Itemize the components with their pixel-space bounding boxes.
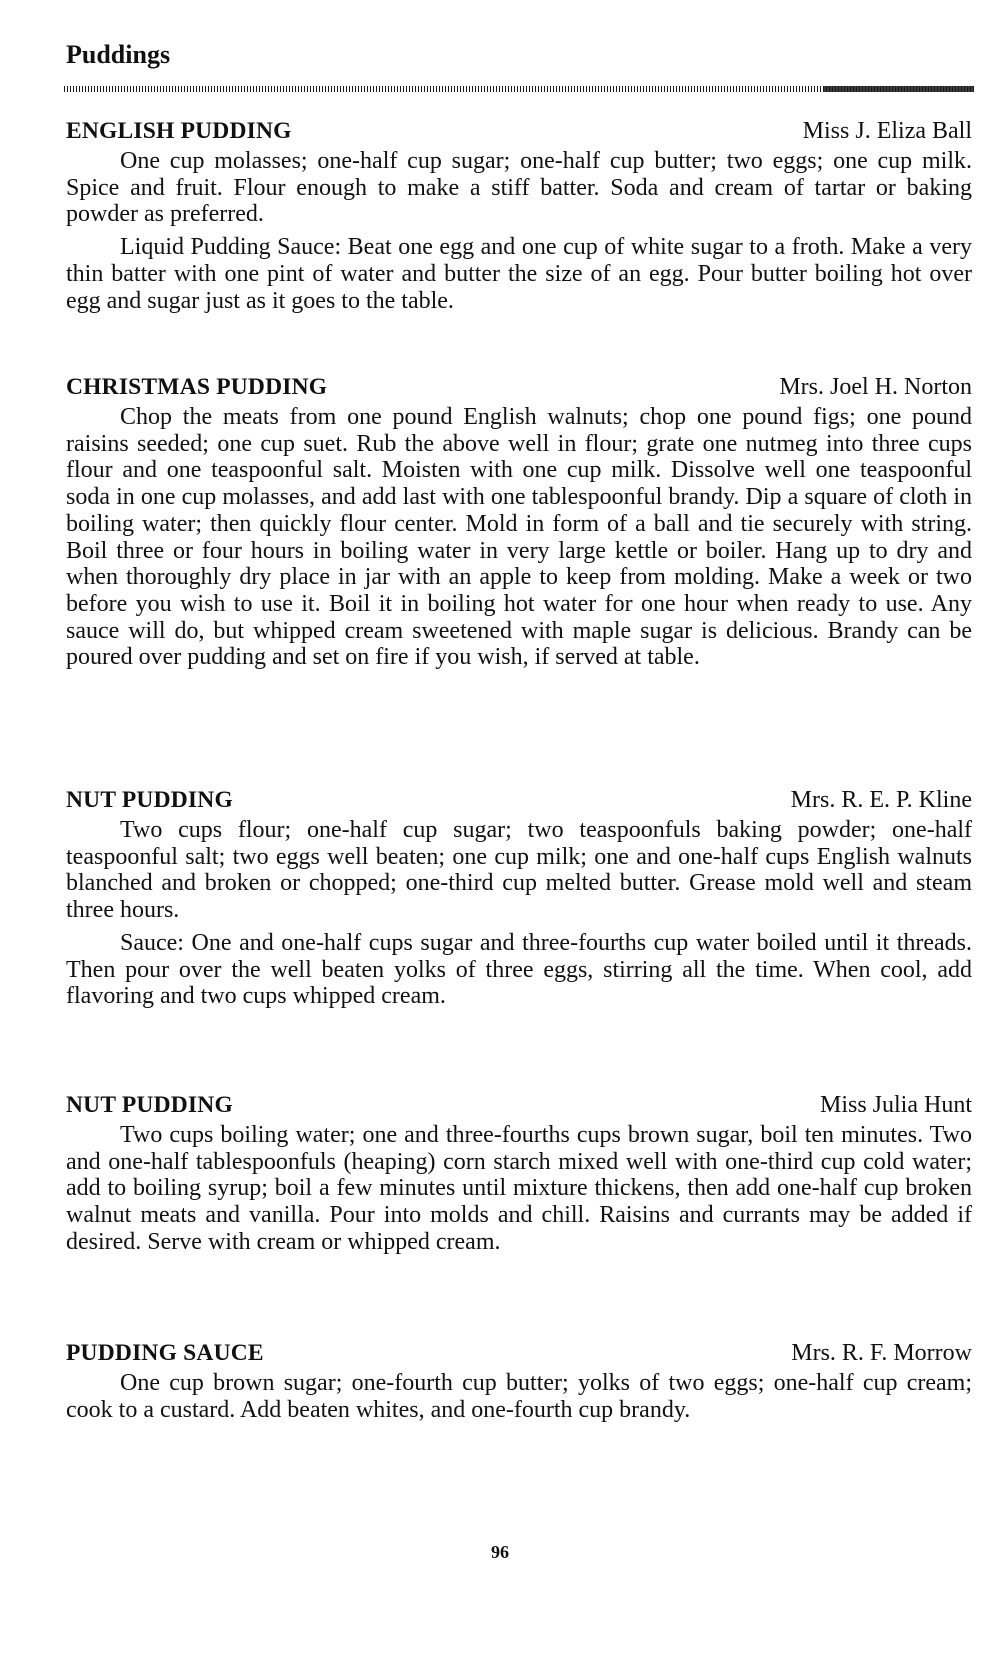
recipe-title: PUDDING SAUCE <box>66 1340 264 1366</box>
recipe-title: NUT PUDDING <box>66 787 233 813</box>
recipe-title: NUT PUDDING <box>66 1092 233 1118</box>
recipe-pudding-sauce <box>66 1340 972 1423</box>
recipe-title: CHRISTMAS PUDDING <box>66 374 328 400</box>
recipe-paragraph: One cup molasses; one-half cup sugar; one-half cup butter; two eggs; one cup milk. Spice and fruit. Flour enough to make a stiff batter. Soda and cream of tartar or baking powder as preferred. <box>66 148 972 228</box>
recipe-nut-pudding-hunt <box>66 1092 972 1256</box>
recipe-header <box>66 1340 972 1370</box>
recipe-paragraph: Two cups boiling water; one and three-fourths cups brown sugar, boil ten minutes. Two and one-half tablespoonfuls (heaping) corn starch mixed well with one-third cup cold water; add to boiling syrup; boil a few minutes until mixture thickens, then add one-half cup broken walnut meats and vanilla. Pour into molds and chill. Raisins and currants may be added if desired. Serve with cream or whipped cream. <box>66 1122 972 1255</box>
recipe-paragraph: Liquid Pudding Sauce: Beat one egg and one cup of white sugar to a froth. Make a very thin batter with one pint of water and butter the size of an egg. Pour butter boiling hot over egg and sugar just as it goes to the table. <box>66 234 972 314</box>
recipe-header <box>66 118 972 148</box>
recipe-english-pudding <box>66 118 972 314</box>
header-rule <box>64 86 974 92</box>
recipe-paragraph: Sauce: One and one-half cups sugar and three-fourths cup water boiled until it threads. Then pour over the well beaten yolks of three eggs, stirring all the time. When cool, add flavoring and two cups whipped cream. <box>66 929 972 1010</box>
section-title: Puddings <box>66 40 171 69</box>
recipe-title: ENGLISH PUDDING <box>66 118 292 144</box>
recipe-author: Miss J. Eliza Ball <box>802 118 972 144</box>
recipe-author: Mrs. R. F. Morrow <box>791 1340 972 1366</box>
recipe-christmas-pudding <box>66 374 972 671</box>
page-number: 96 <box>491 1542 509 1562</box>
recipe-paragraph: Chop the meats from one pound English walnuts; chop one pound figs; one pound raisins seeded; one cup suet. Rub the above well in flour; grate one nutmeg into three cups flour and one teaspoonful salt. Moisten with one cup milk. Dissolve well one teaspoonful soda in one cup molasses, and add last with one tablespoonful brandy. Dip a square of cloth in boiling water; then quickly flour center. Mold in form of a ball and tie securely with string. Boil three or four hours in boiling water in very large kettle or boiler. Hang up to dry and when thoroughly dry place in jar with an apple to keep from molding. Make a week or two before you wish to use it. Boil it in boiling hot water for one hour when ready to use. Any sauce will do, but whipped cream sweetened with maple sugar is delicious. Brandy can be poured over pudding and set on fire if you wish, if served at table. <box>66 404 972 671</box>
recipe-author: Mrs. R. E. P. Kline <box>790 787 972 813</box>
recipe-nut-pudding-kline <box>66 787 972 1010</box>
recipe-header <box>66 787 972 817</box>
recipe-paragraph: Two cups flour; one-half cup sugar; two teaspoonfuls baking powder; one-half teaspoonful salt; two eggs well beaten; one cup milk; one and one-half cups English walnuts blanched and broken or chopped; one-third cup melted butter. Grease mold well and steam three hours. <box>66 817 972 924</box>
recipe-author: Miss Julia Hunt <box>819 1092 972 1118</box>
recipe-paragraph: One cup brown sugar; one-fourth cup butter; yolks of two eggs; one-half cup cream; cook to a custard. Add beaten whites, and one-fourth cup brandy. <box>66 1370 972 1423</box>
recipe-header <box>66 374 972 404</box>
recipe-header <box>66 1092 972 1122</box>
recipe-author: Mrs. Joel H. Norton <box>779 374 972 400</box>
